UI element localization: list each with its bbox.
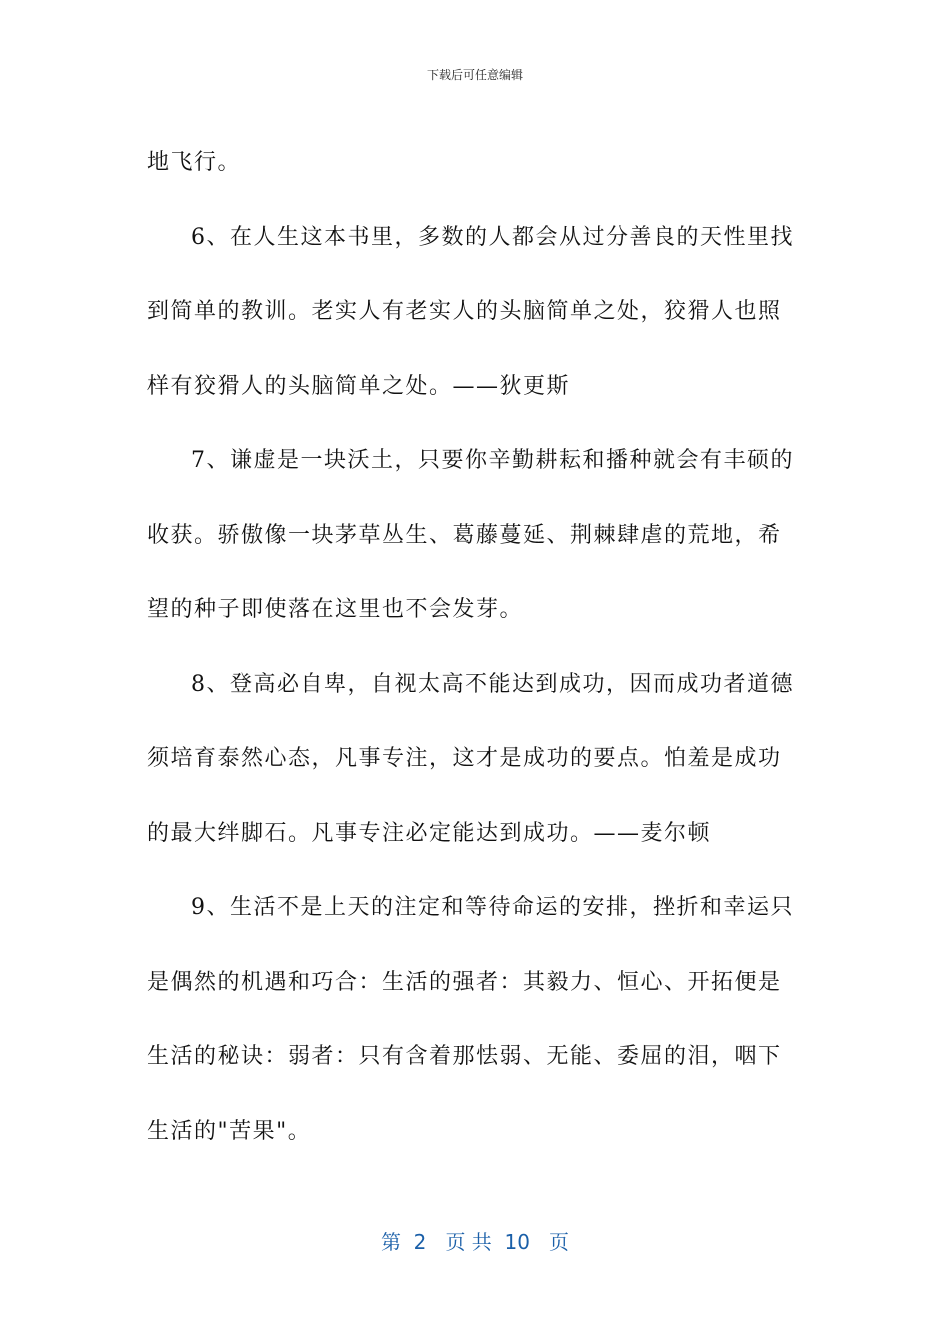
text-line: 9、生活不是上天的注定和等待命运的安排，挫折和幸运只 (191, 895, 794, 920)
text-line: 6、在人生这本书里，多数的人都会从过分善良的天性里找 (191, 224, 794, 250)
text-line: 样有狡猾人的头脑简单之处。——狄更斯 (147, 373, 571, 399)
text-line: 须培育泰然心态，凡事专注，这才是成功的要点。怕羞是成功 (147, 746, 782, 771)
text-line: 收获。骄傲像一块茅草丛生、葛藤蔓延、荆棘肆虐的荒地，希 (147, 522, 782, 548)
text-line: 生活的秘诀：弱者：只有含着那怯弱、无能、委屈的泪，咽下 (147, 1044, 782, 1069)
text-line: 是偶然的机遇和巧合：生活的强者：其毅力、恒心、开拓便是 (147, 969, 782, 995)
document-body (147, 126, 807, 1169)
text-line: 到简单的教训。老实人有老实人的头脑简单之处，狡猾人也照 (147, 299, 782, 324)
page-header: 下载后可任意编辑 (426, 68, 523, 82)
text-line: 地飞行。 (147, 150, 242, 175)
text-line: 生活的"苦果"。 (147, 1118, 312, 1144)
text-line: 望的种子即使落在这里也不会发芽。 (147, 597, 524, 622)
text-line: 8、登高必自卑，自视太高不能达到成功，因而成功者道德 (191, 671, 794, 697)
page-footer: 第 2 页 共 10 页 (380, 1230, 570, 1254)
text-line: 的最大绊脚石。凡事专注必定能达到成功。——麦尔顿 (147, 820, 712, 846)
text-line: 7、谦虚是一块沃土，只要你辛勤耕耘和播种就会有丰硕的 (191, 448, 794, 473)
